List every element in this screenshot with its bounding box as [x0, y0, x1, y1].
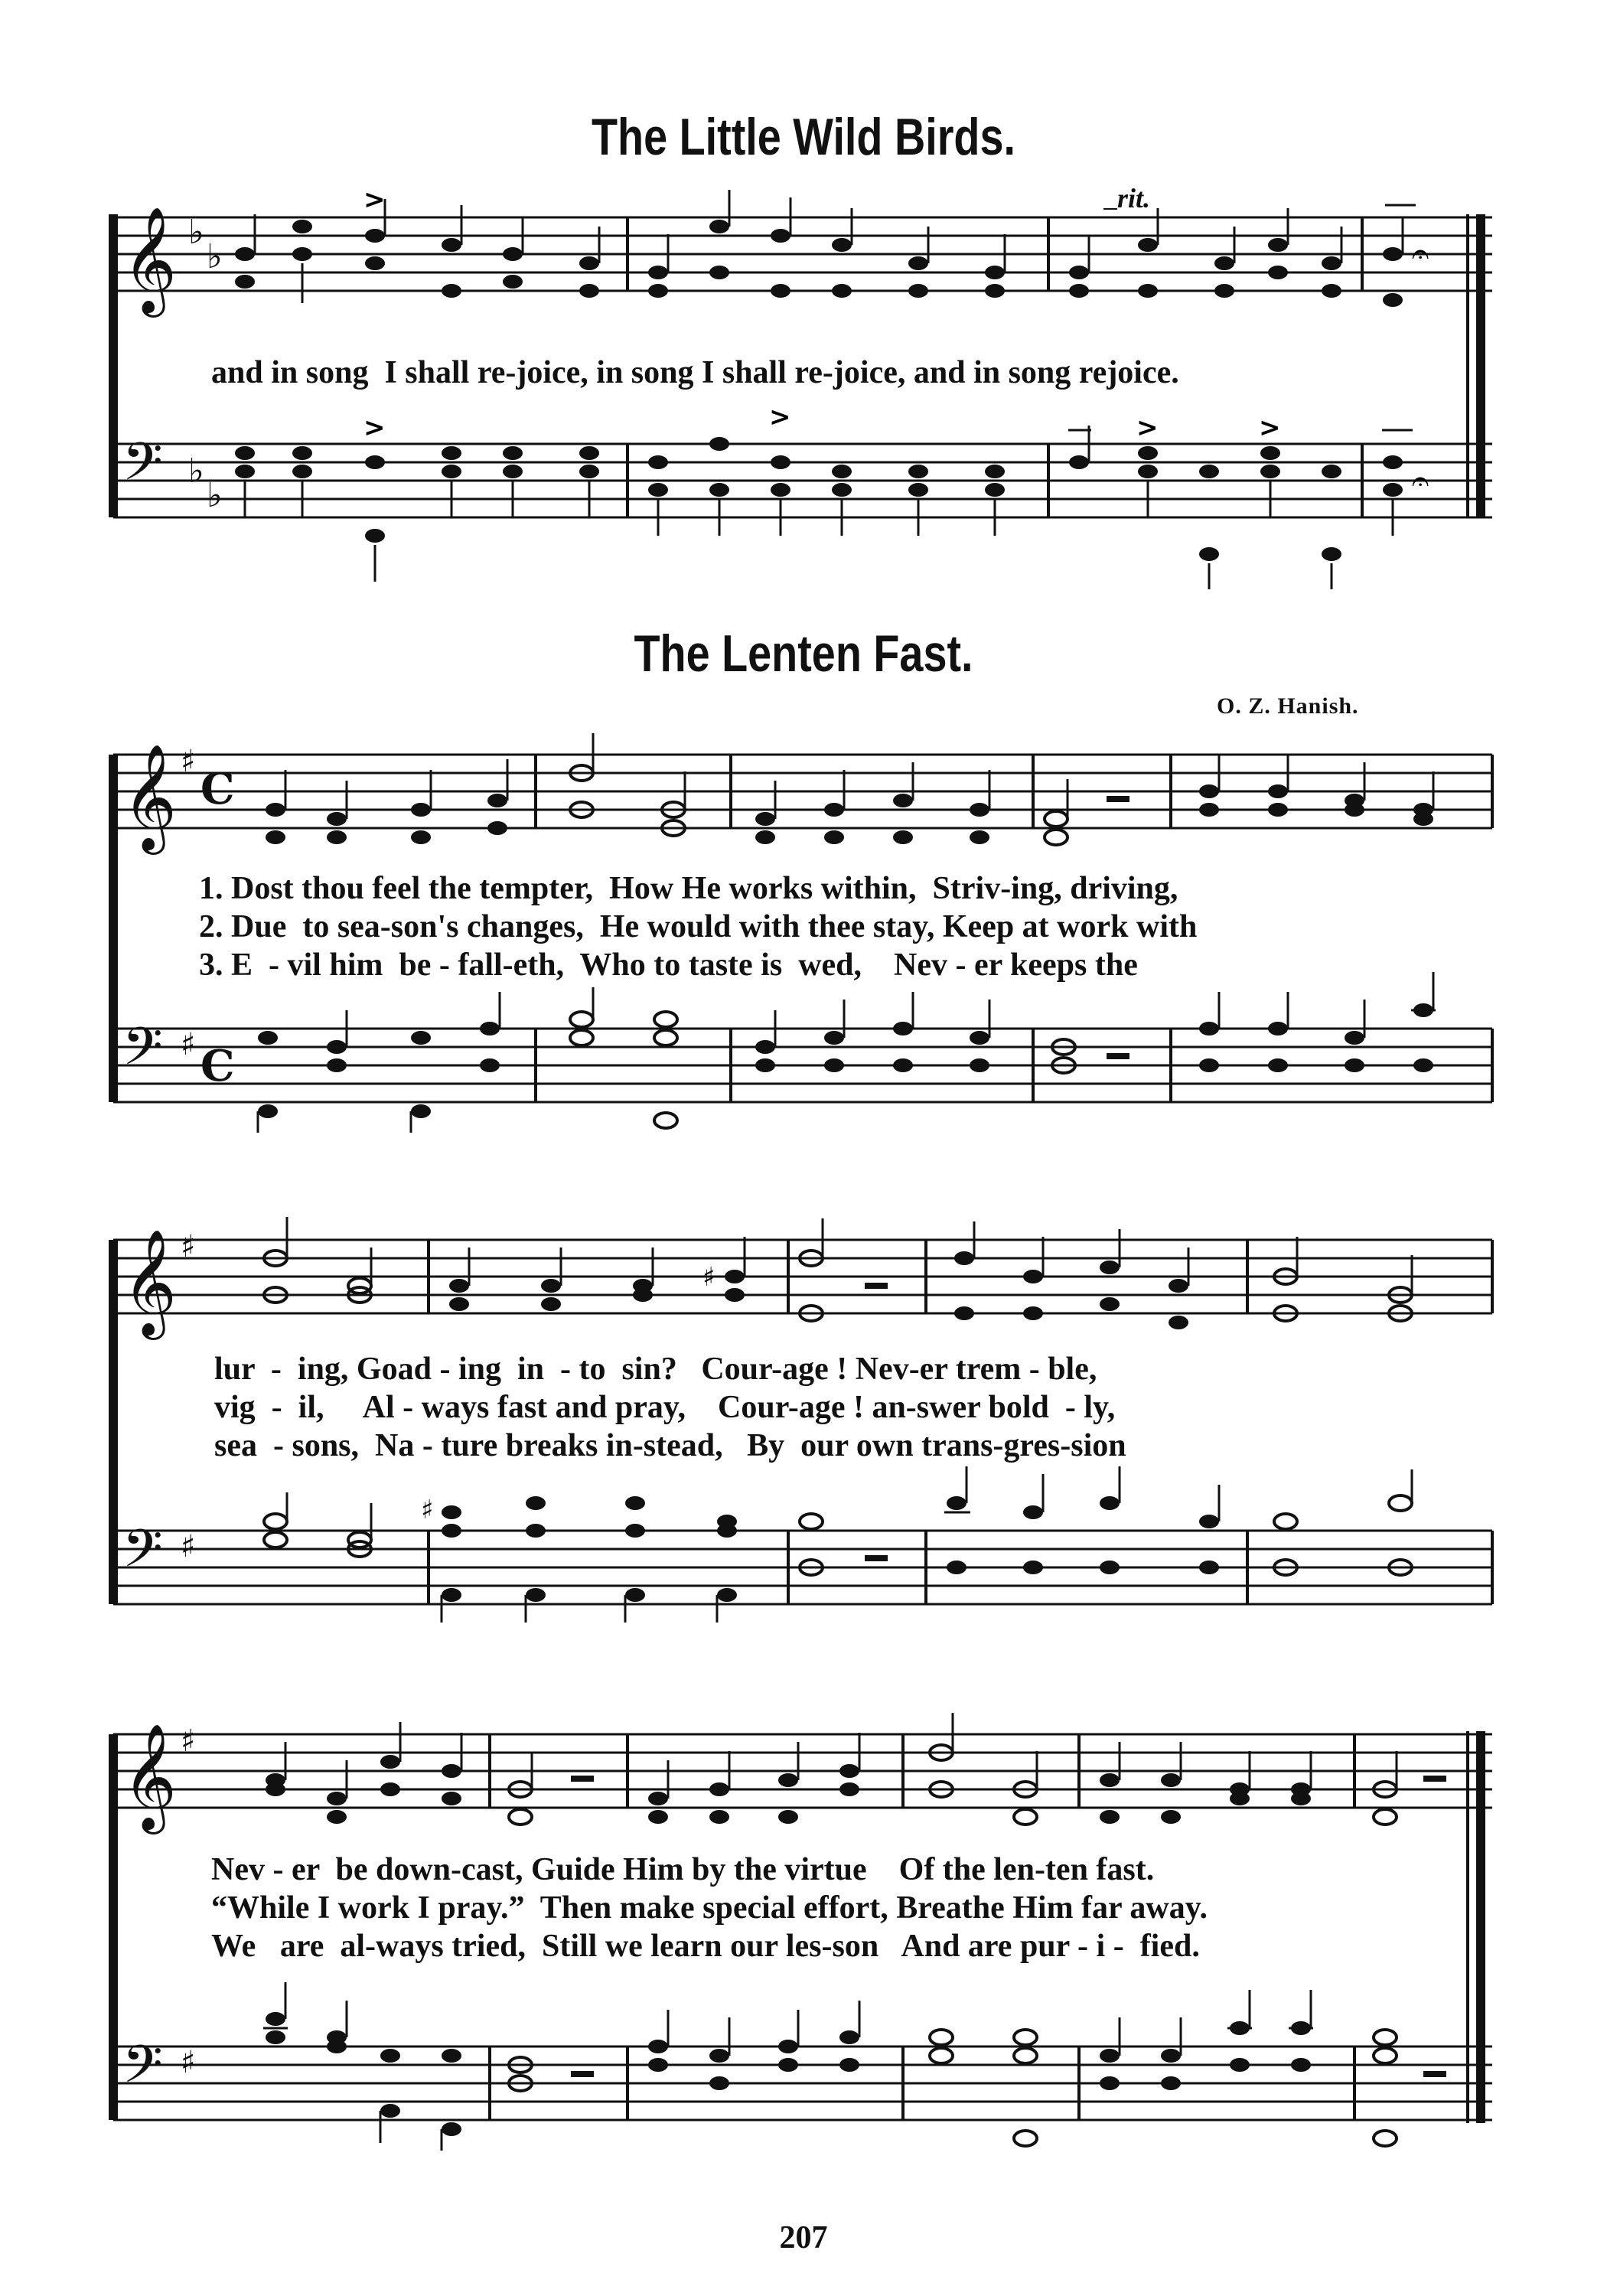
flat-icon: ♭: [188, 213, 204, 252]
lyric-verse-3: 3. E - vil him be - fall-eth, Who to taste is wed, Nev - er keeps the: [199, 947, 1138, 983]
lyric-line: and in song I shall re-joice, in song I shall re-joice, and in song rejoice.: [211, 355, 1179, 390]
sharp-icon: ♯: [181, 1724, 196, 1759]
common-time-icon: C: [200, 764, 235, 814]
bass-clef-icon: 𝄢: [122, 1017, 163, 1090]
lyric-verse-1: lur - ing, Goad - ing in - to sin? Cour-age ! Nev-er trem - ble,: [214, 1352, 1097, 1387]
svg-text:>: >: [363, 413, 386, 443]
lyric-verse-1: 1. Dost thou feel the tempter, How He works within, Striv-ing, driving,: [199, 871, 1178, 906]
treble-clef-icon: 𝄞: [122, 207, 177, 313]
svg-text:𝄐: 𝄐: [1412, 236, 1429, 272]
treble-staff: [113, 217, 1492, 291]
treble-clef-icon: 𝄞: [122, 744, 177, 850]
notes-treble-m2: [648, 190, 1005, 298]
svg-text:>: >: [363, 184, 386, 215]
bass-clef-icon: 𝄢: [122, 432, 163, 505]
svg-text:>: >: [1259, 413, 1281, 443]
treble-clef-icon: 𝄞: [122, 1229, 177, 1336]
sharp-icon: ♯: [181, 744, 196, 779]
song-title: The Little Wild Birds.: [591, 108, 1016, 166]
song-title: The Lenten Fast.: [634, 625, 973, 683]
lyric-verse-3: sea - sons, Na - ture breaks in-stead, By our own trans-gres-sion: [214, 1428, 1126, 1463]
svg-text:>: >: [1136, 413, 1159, 443]
bass-clef-icon: 𝄢: [122, 1519, 163, 1592]
sharp-icon: ♯: [181, 1229, 196, 1264]
svg-text:♯: ♯: [421, 1495, 434, 1525]
sharp-icon: ♯: [181, 2045, 196, 2080]
treble-staff: [113, 1240, 1492, 1313]
flat-icon: ♭: [207, 476, 223, 515]
svg-text:>: >: [769, 402, 791, 432]
sharp-icon: ♯: [181, 1027, 196, 1062]
bass-staff: [113, 2047, 1492, 2120]
treble-clef-icon: 𝄞: [122, 1724, 177, 1830]
common-time-icon: C: [200, 1041, 235, 1091]
flat-icon: ♭: [188, 452, 204, 491]
song-1-score: [0, 0, 1607, 597]
lyric-verse-2: 2. Due to sea-son's changes, He would with thee stay, Keep at work with: [199, 909, 1198, 944]
composer-credit: O. Z. Hanish.: [1217, 693, 1359, 719]
bass-clef-icon: 𝄢: [122, 2035, 163, 2108]
sharp-icon: ♯: [181, 1529, 196, 1564]
tempo-marking: rit.: [1117, 183, 1151, 214]
lyric-verse-2: vig - il, Al - ways fast and pray, Cour-age ! an-swer bold - ly,: [214, 1390, 1116, 1425]
bass-staff: [113, 444, 1492, 517]
svg-text:𝄐: 𝄐: [1412, 464, 1429, 499]
lyric-verse-3: We are al-ways tried, Still we learn our les-son And are pur - i - fied.: [211, 1929, 1200, 1964]
flat-icon: ♭: [207, 237, 223, 276]
notes-treble-m1: [235, 184, 599, 303]
page-number: 207: [779, 2220, 828, 2255]
notes-bass: [263, 1982, 1446, 2151]
lyric-verse-2: “While I work I pray.” Then make special effort, Breathe Him far away.: [211, 1890, 1208, 1926]
bass-staff: [113, 1531, 1492, 1604]
notes-bass: [264, 1466, 1412, 1623]
lyric-verse-1: Nev - er be down-cast, Guide Him by the virtue Of the len-ten fast.: [211, 1852, 1155, 1887]
notes-bass: [258, 972, 1436, 1133]
svg-text:♯: ♯: [702, 1262, 715, 1293]
notes-bass: [235, 402, 1429, 589]
treble-staff: [113, 1734, 1492, 1808]
